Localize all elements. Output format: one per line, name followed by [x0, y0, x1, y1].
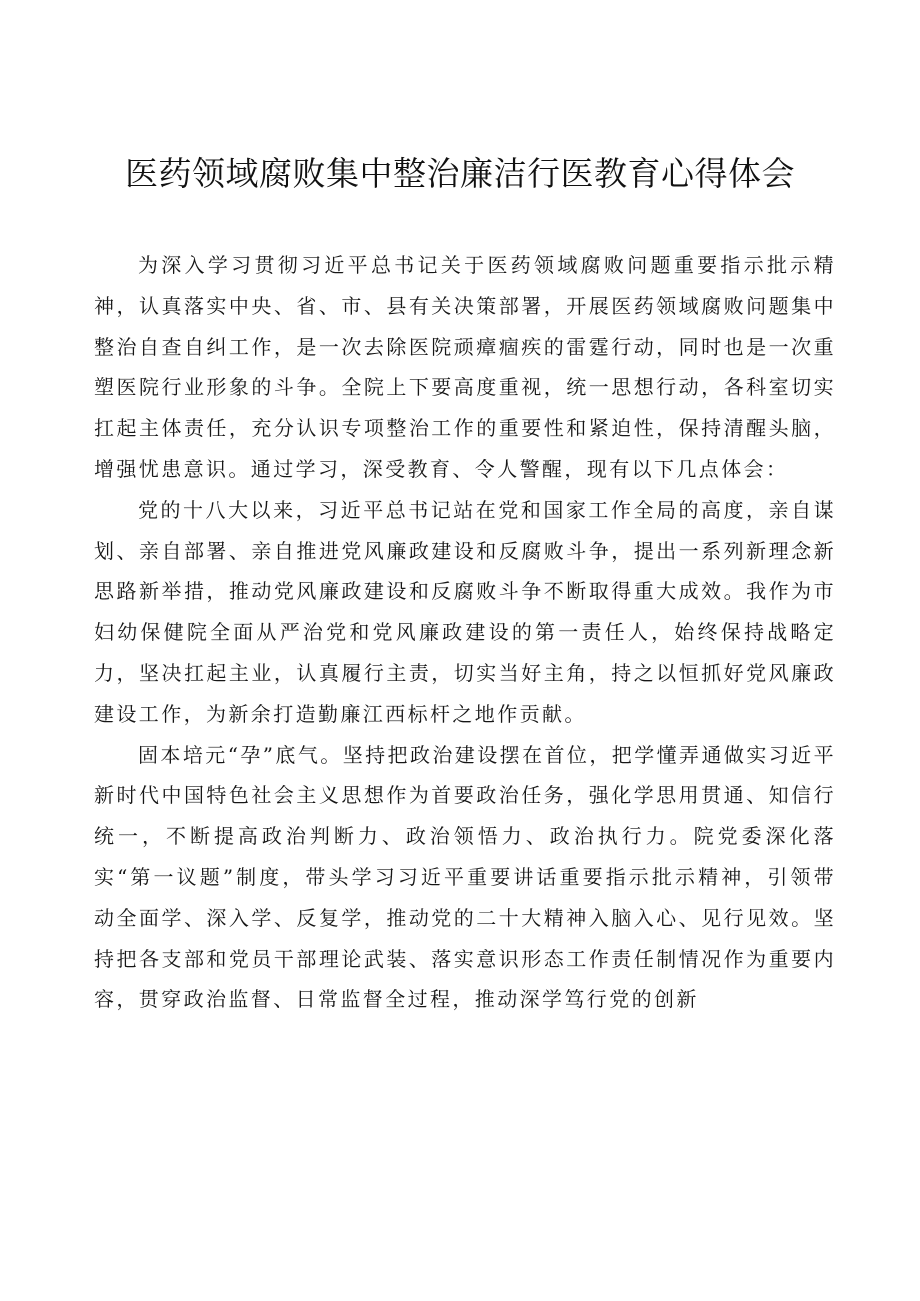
paragraph-party-congress: 党的十八大以来，习近平总书记站在党和国家工作全局的高度，亲自谋划、亲自部署、亲自推进党风廉政建设和反腐败斗争，提出一系列新理念新思路新举措，推动党风廉政建设和反腐败斗争不断取得重大成效。我作为市妇幼保健院全面从严治党和党风廉政建设的第一责任人，始终保持战略定力，坚决扛起主业，认真履行主责，切实当好主角，持之以恒抓好党风廉政建设工作，为新余打造勤廉江西标杆之地作贡献。 — [94, 497, 836, 726]
paragraph-intro: 为深入学习贯彻习近平总书记关于医药领域腐败问题重要指示批示精神，认真落实中央、省、市、县有关决策部署，开展医药领域腐败问题集中整治自查自纠工作，是一次去除医院顽瘴痼疾的雷霆行动，同时也是一次重塑医院行业形象的斗争。全院上下要高度重视，统一思想行动，各科室切实扛起主体责任，充分认识专项整治工作的重要性和紧迫性，保持清醒头脑，增强忧患意识。通过学习，深受教育、令人警醒，现有以下几点体会： — [94, 253, 836, 481]
paragraph-political-building: 固本培元“孕”底气。坚持把政治建设摆在首位，把学懂弄通做实习近平新时代中国特色社会主义思想作为首要政治任务，强化学思用贯通、知信行统一，不断提高政治判断力、政治领悟力、政治执行力。院党委深化落实“第一议题”制度，带头学习习近平重要讲话重要指示批示精神，引领带动全面学、深入学、反复学，推动党的二十大精神入脑入心、见行见效。坚持把各支部和党员干部理论武装、落实意识形态工作责任制情况作为重要内容，贯穿政治监督、日常监督全过程，推动深学笃行党的创新 — [94, 742, 836, 1012]
document-body — [94, 245, 836, 1020]
document-title: 医药领域腐败集中整治廉洁行医教育心得体会 — [125, 154, 795, 193]
